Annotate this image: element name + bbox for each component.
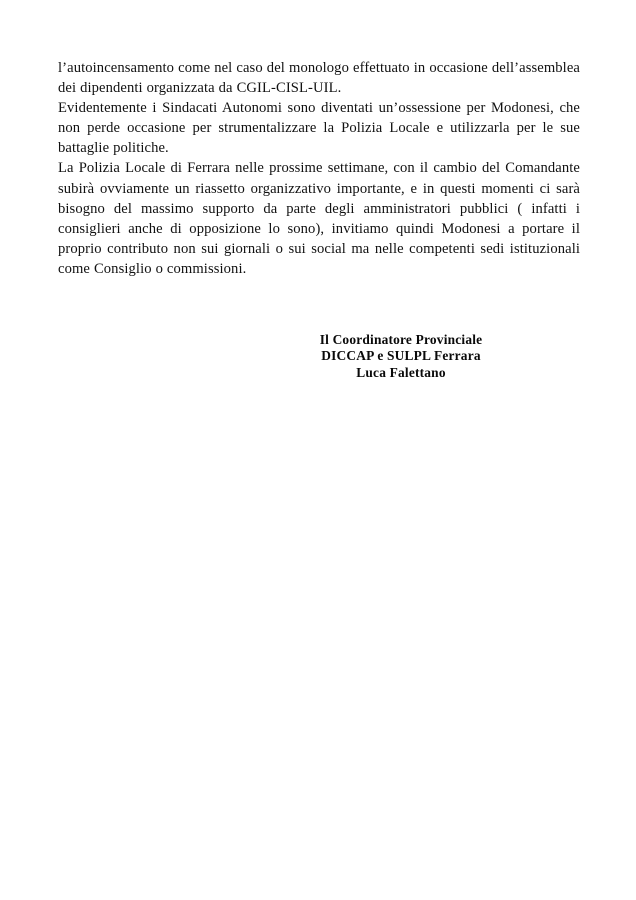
body-paragraph-3: La Polizia Locale di Ferrara nelle prossime settimane, con il cambio del Comandante subirà ovviamente un riassetto organizzativo importante, e in questi momenti ci sarà bisogno del massimo supporto da parte degli amministratori pubblici ( infatti i consiglieri anche di opposizione lo sono), invitiamo quindi Modonesi a portare il proprio contributo non sui giornali o sui social ma nelle competenti sedi istituzionali come Consiglio o commissioni. xyxy=(58,160,580,277)
document-body xyxy=(58,58,580,279)
body-paragraph-1: l’autoincensamento come nel caso del monologo effettuato in occasione dell’assemblea dei dipendenti organizzata da CGIL-CISL-UIL. xyxy=(58,60,580,97)
signature-name: Luca Falettano xyxy=(356,364,446,380)
signature-organization: DICCAP e SULPL Ferrara xyxy=(321,348,481,364)
body-paragraph-2: Evidentemente i Sindacati Autonomi sono diventati un’ossessione per Modonesi, che non perde occasione per strumentalizzare la Polizia Locale e utilizzarla per le sue battaglie politiche. xyxy=(58,100,580,157)
signature-block xyxy=(0,332,636,381)
signature-role: Il Coordinatore Provinciale xyxy=(319,332,483,347)
